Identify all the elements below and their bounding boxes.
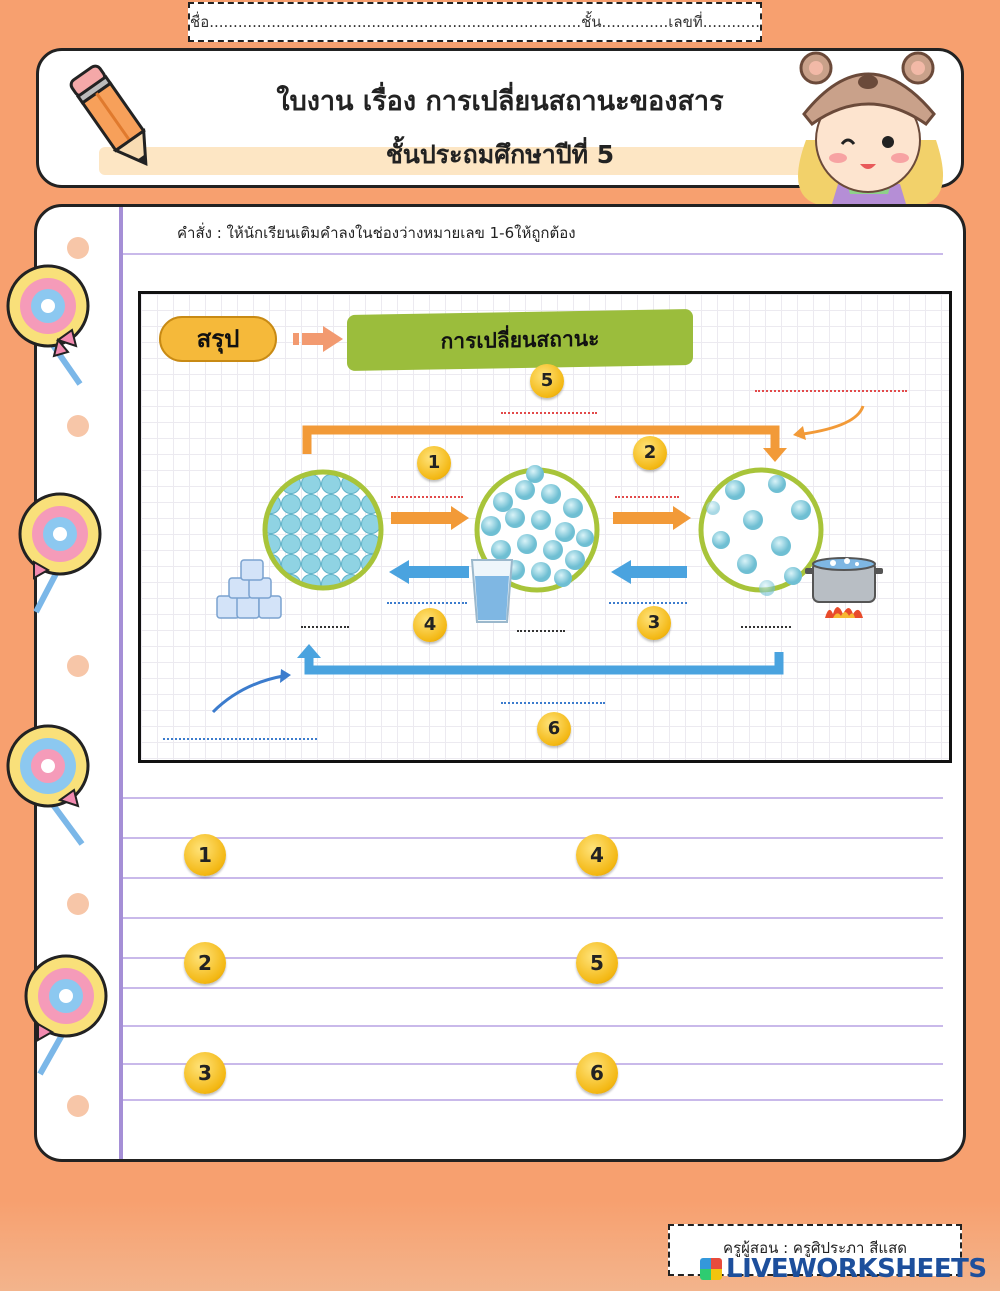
diagram-number-5: 5 xyxy=(530,364,564,398)
ruled-line xyxy=(123,957,943,959)
binder-hole xyxy=(67,415,89,437)
margin-line xyxy=(119,207,123,1159)
student-info-box[interactable] xyxy=(188,2,762,42)
worksheet-grade: ชั้นประถมศึกษาปีที่ 5 xyxy=(385,140,615,169)
banner-title: การเปลี่ยนสถานะ xyxy=(347,309,693,371)
answer-number-5: 5 xyxy=(576,942,618,984)
blank-3[interactable] xyxy=(609,602,687,604)
ruled-line xyxy=(123,1025,943,1027)
answer-number-2: 2 xyxy=(184,942,226,984)
ruled-line xyxy=(123,1099,943,1101)
blank-gas-state[interactable] xyxy=(741,626,791,628)
answer-number-1: 1 xyxy=(184,834,226,876)
binder-hole xyxy=(67,1095,89,1117)
state-change-diagram xyxy=(138,291,952,763)
ruled-line xyxy=(123,1063,943,1065)
binder-hole xyxy=(67,655,89,677)
answer-number-4: 4 xyxy=(576,834,618,876)
diagram-number-2: 2 xyxy=(633,436,667,470)
ruled-line xyxy=(123,797,943,799)
ruled-line xyxy=(123,987,943,989)
worksheet-title: ใบงาน เรื่อง การเปลี่ยนสถานะของสาร xyxy=(276,86,724,117)
student-info-text: ชื่อ..............................................................................ชั้น..............เลขที่............ xyxy=(190,13,760,31)
ice-cubes-icon xyxy=(215,556,295,622)
blank-1[interactable] xyxy=(391,496,463,498)
liveworksheets-logo[interactable] xyxy=(700,1254,987,1284)
blank-2-label[interactable] xyxy=(755,390,907,392)
summary-label: สรุป xyxy=(159,316,277,362)
brand-text: LIVEWORKSHEETS xyxy=(726,1254,987,1284)
blank-solid-state[interactable] xyxy=(301,626,349,628)
ruled-line xyxy=(123,837,943,839)
blank-6[interactable] xyxy=(501,702,605,704)
ruled-line xyxy=(123,917,943,919)
ruled-line xyxy=(123,877,943,879)
diagram-number-6: 6 xyxy=(537,712,571,746)
blank-6-label[interactable] xyxy=(163,738,317,740)
lollipop-icon xyxy=(18,948,118,1078)
answer-number-6: 6 xyxy=(576,1052,618,1094)
girl-bear-hat-icon xyxy=(776,44,962,204)
blank-5[interactable] xyxy=(501,412,597,414)
lollipop-icon xyxy=(12,486,112,616)
diagram-number-3: 3 xyxy=(637,606,671,640)
answer-number-3: 3 xyxy=(184,1052,226,1094)
binder-hole xyxy=(67,237,89,259)
liveworksheets-mark-icon xyxy=(700,1258,722,1280)
blank-4[interactable] xyxy=(387,602,467,604)
ruled-line xyxy=(123,253,943,255)
water-glass-icon xyxy=(469,556,515,626)
blank-liquid-state[interactable] xyxy=(517,630,565,632)
boiling-pot-icon xyxy=(803,552,885,622)
instruction-text: คำสั่ง : ให้นักเรียนเติมคำลงในช่องว่างหมายเลข 1-6ให้ถูกต้อง xyxy=(177,224,576,242)
blank-2[interactable] xyxy=(615,496,679,498)
binder-hole xyxy=(67,893,89,915)
lollipop-icon xyxy=(0,718,100,848)
lollipop-icon xyxy=(0,258,100,388)
teacher-name: ครูผู้สอน : ครูศิประภา สีแสด xyxy=(723,1239,907,1257)
diagram-number-4: 4 xyxy=(413,608,447,642)
diagram-number-1: 1 xyxy=(417,446,451,480)
